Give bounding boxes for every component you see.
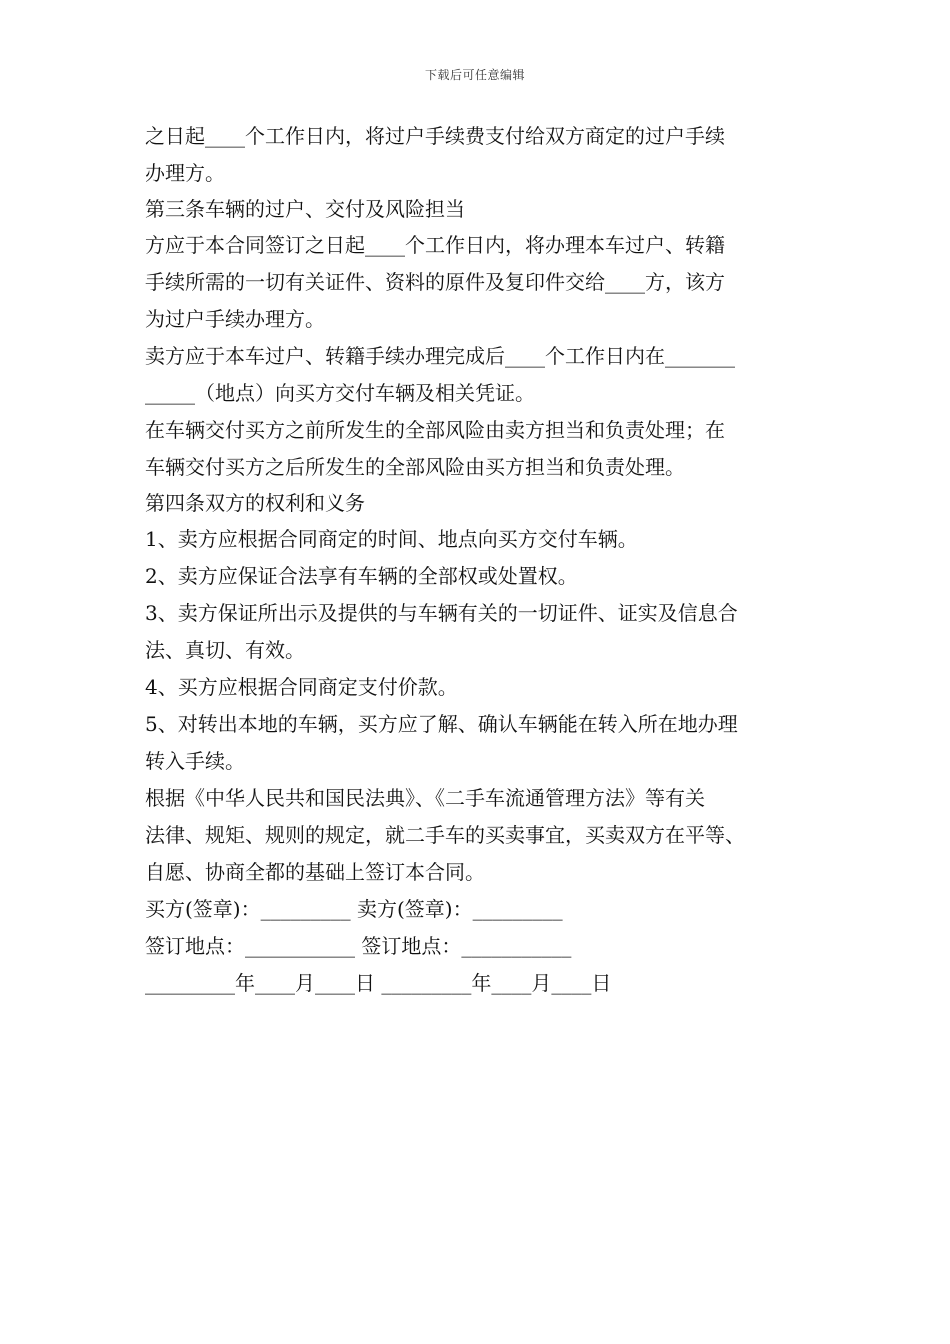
body-line: 卖方应于本车过户、转籍手续办理完成后____个工作日内在_______: [145, 344, 735, 368]
body-line: 转入手续。: [145, 749, 245, 773]
document-body: [145, 118, 835, 1002]
page-header: 下载后可任意编辑: [424, 68, 525, 82]
body-line: 自愿、协商全都的基础上签订本合同。: [145, 860, 485, 884]
section-heading: 第四条双方的权利和义务: [145, 491, 365, 515]
signature-line: 买方(签章)：_________ 卖方(签章)：_________: [145, 897, 563, 921]
list-item: 3、卖方保证所出示及提供的与车辆有关的一切证件、证实及信息合: [145, 601, 738, 625]
body-line: 在车辆交付买方之前所发生的全部风险由卖方担当和负责处理；在: [145, 418, 725, 442]
body-line: 法、真切、有效。: [145, 638, 305, 662]
body-line: 法律、规矩、规则的规定，就二手车的买卖事宜，买卖双方在平等、: [145, 823, 745, 847]
body-line: 为过户手续办理方。: [145, 307, 325, 331]
section-heading: 第三条车辆的过户、交付及风险担当: [145, 197, 465, 221]
body-line: 手续所需的一切有关证件、资料的原件及复印件交给____方，该方: [145, 270, 725, 294]
body-line: 方应于本合同签订之日起____个工作日内，将办理本车过户、转籍: [145, 233, 725, 257]
body-line: 之日起____个工作日内，将过户手续费支付给双方商定的过户手续: [145, 124, 725, 148]
list-item: 4、买方应根据合同商定支付价款。: [145, 675, 458, 699]
list-item: 1、卖方应根据合同商定的时间、地点向买方交付车辆。: [145, 527, 638, 551]
signing-place-line: 签订地点：___________ 签订地点：___________: [145, 934, 572, 958]
list-item: 2、卖方应保证合法享有车辆的全部权或处置权。: [145, 564, 578, 588]
body-line: _____（地点）向买方交付车辆及相关凭证。: [145, 381, 535, 405]
list-item: 5、对转出本地的车辆，买方应了解、确认车辆能在转入所在地办理: [145, 712, 738, 736]
body-line: 车辆交付买方之后所发生的全部风险由买方担当和负责处理。: [145, 455, 685, 479]
body-line: 办理方。: [145, 161, 225, 185]
body-line: 根据《中华人民共和国民法典》、《二手车流通管理方法》等有关: [145, 786, 705, 810]
date-line: _________年____月____日 _________年____月____日: [145, 971, 612, 995]
